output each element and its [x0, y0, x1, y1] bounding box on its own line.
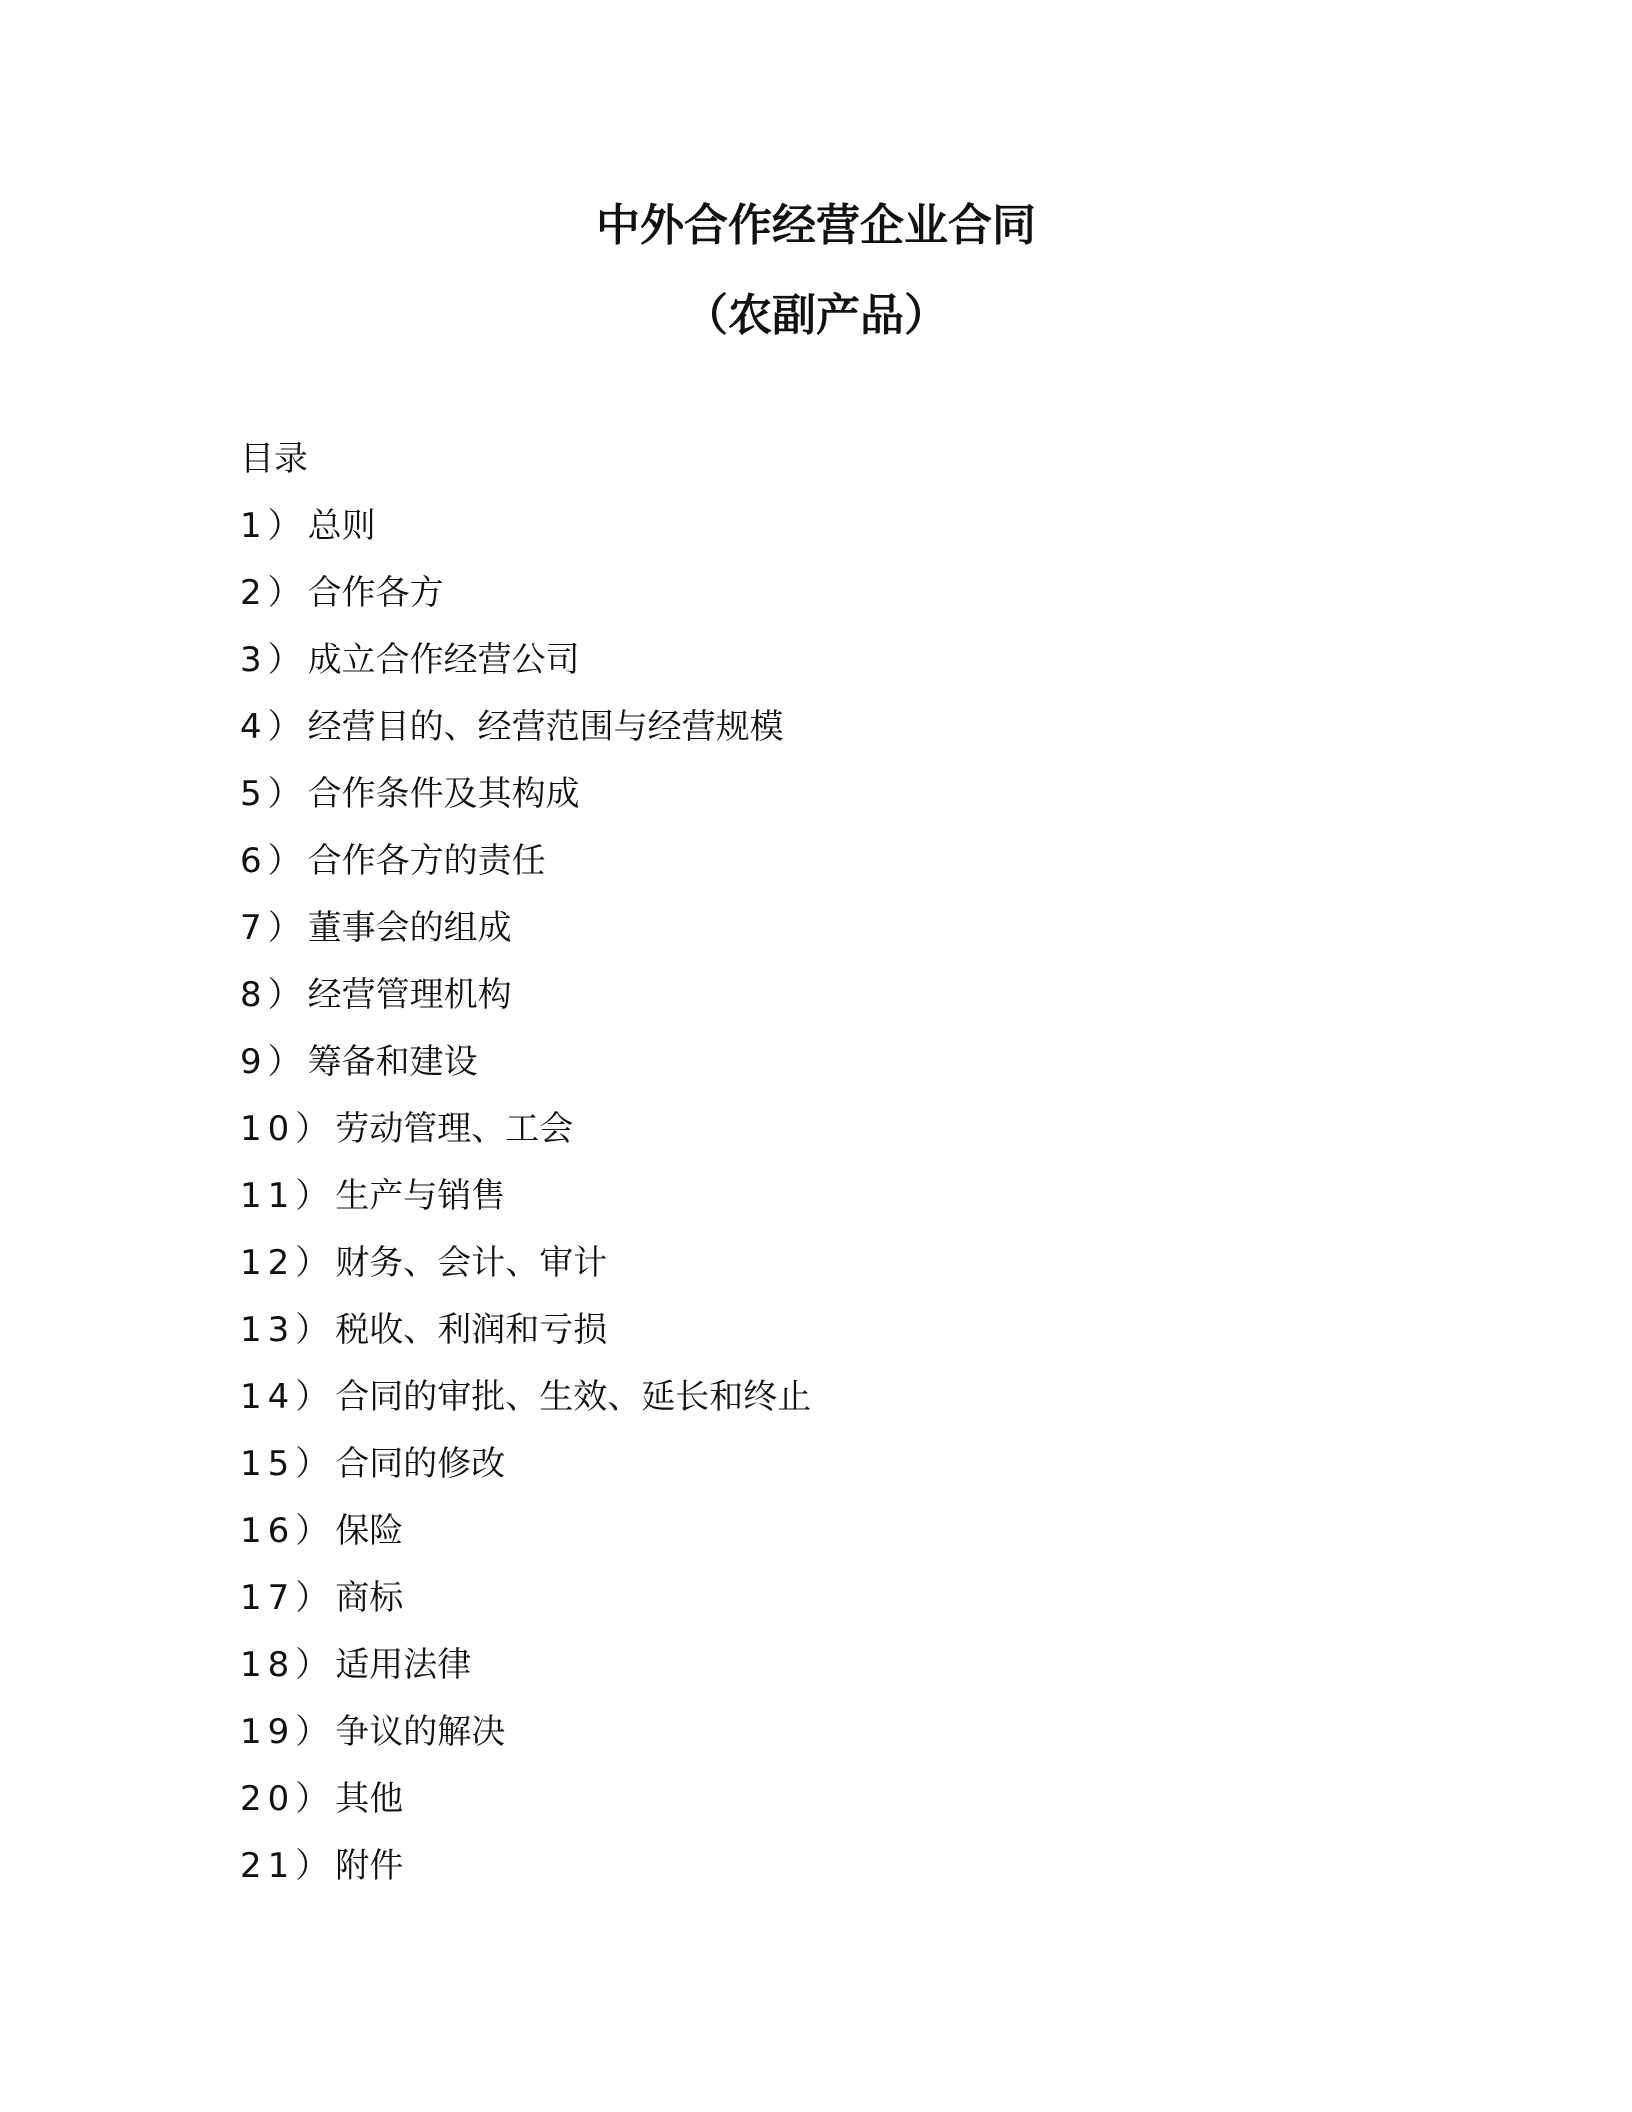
toc-item — [240, 1364, 1440, 1431]
toc-item — [240, 1230, 1440, 1297]
toc-item-number: 9） — [240, 1042, 308, 1082]
toc-item — [240, 1699, 1440, 1766]
toc-item — [240, 1632, 1440, 1699]
toc-item — [240, 761, 1440, 828]
toc-item-label: 成立合作经营公司 — [307, 640, 580, 680]
toc-item-label: 经营管理机构 — [307, 975, 512, 1015]
toc-item — [240, 828, 1440, 895]
toc-item — [240, 962, 1440, 1029]
toc-item — [240, 1766, 1440, 1833]
toc-item-label: 劳动管理、工会 — [335, 1109, 574, 1149]
toc-item-number: 19） — [240, 1712, 336, 1752]
toc-item-number: 5） — [240, 774, 308, 814]
toc-item — [240, 1498, 1440, 1565]
toc-item-number: 6） — [240, 841, 308, 881]
toc-item — [240, 1565, 1440, 1632]
toc-item-label: 附件 — [335, 1846, 404, 1886]
toc-item — [240, 1297, 1440, 1364]
toc-item-label: 合作各方 — [307, 573, 444, 613]
toc-item-label: 财务、会计、审计 — [335, 1243, 608, 1283]
toc-item-label: 经营目的、经营范围与经营规模 — [307, 707, 784, 747]
toc-item-label: 合同的修改 — [335, 1444, 506, 1484]
toc-item-number: 15） — [240, 1444, 336, 1484]
toc-item-label: 税收、利润和亏损 — [335, 1310, 608, 1350]
toc-item-label: 董事会的组成 — [307, 908, 512, 948]
toc-item-number: 17） — [240, 1578, 336, 1618]
toc-item-number: 20） — [240, 1779, 336, 1819]
toc-item-label: 生产与销售 — [335, 1176, 506, 1216]
toc-item-number: 21） — [240, 1846, 336, 1886]
toc-item-number: 10） — [240, 1109, 336, 1149]
toc-item — [240, 694, 1440, 761]
toc-item-number: 13） — [240, 1310, 336, 1350]
toc-heading: 目录 — [240, 439, 308, 479]
toc-item — [240, 1431, 1440, 1498]
toc-item-number: 11） — [240, 1176, 336, 1216]
toc-item — [240, 560, 1440, 627]
toc-item-label: 合作条件及其构成 — [307, 774, 580, 814]
toc-item-label: 总则 — [307, 506, 376, 546]
toc-item — [240, 895, 1440, 962]
toc-item — [240, 1029, 1440, 1096]
toc-item-label: 筹备和建设 — [307, 1042, 478, 1082]
document-title: 中外合作经营企业合同 — [596, 200, 1036, 251]
toc-item-number: 12） — [240, 1243, 336, 1283]
toc-item-number: 4） — [240, 707, 308, 747]
toc-item — [240, 627, 1440, 694]
toc-item-number: 2） — [240, 573, 308, 613]
toc-item-label: 争议的解决 — [335, 1712, 506, 1752]
toc-item-label: 合同的审批、生效、延长和终止 — [335, 1377, 812, 1417]
toc-item-number: 8） — [240, 975, 308, 1015]
toc-item — [240, 493, 1440, 560]
toc-item-number: 1） — [240, 506, 308, 546]
document-subtitle: （农副产品） — [684, 290, 948, 341]
toc-item-label: 其他 — [335, 1779, 404, 1819]
toc-list — [240, 493, 1440, 1900]
toc-item-number: 18） — [240, 1645, 336, 1685]
toc-item-number: 7） — [240, 908, 308, 948]
toc-item-label: 商标 — [335, 1578, 404, 1618]
toc-item-number: 16） — [240, 1511, 336, 1551]
toc-item-number: 3） — [240, 640, 308, 680]
toc-item-label: 合作各方的责任 — [307, 841, 546, 881]
toc-item-label: 保险 — [335, 1511, 404, 1551]
toc-item-label: 适用法律 — [335, 1645, 472, 1685]
toc-item-number: 14） — [240, 1377, 336, 1417]
toc-item — [240, 1833, 1440, 1900]
toc-item — [240, 1163, 1440, 1230]
table-of-contents — [240, 426, 1440, 1900]
toc-item — [240, 1096, 1440, 1163]
